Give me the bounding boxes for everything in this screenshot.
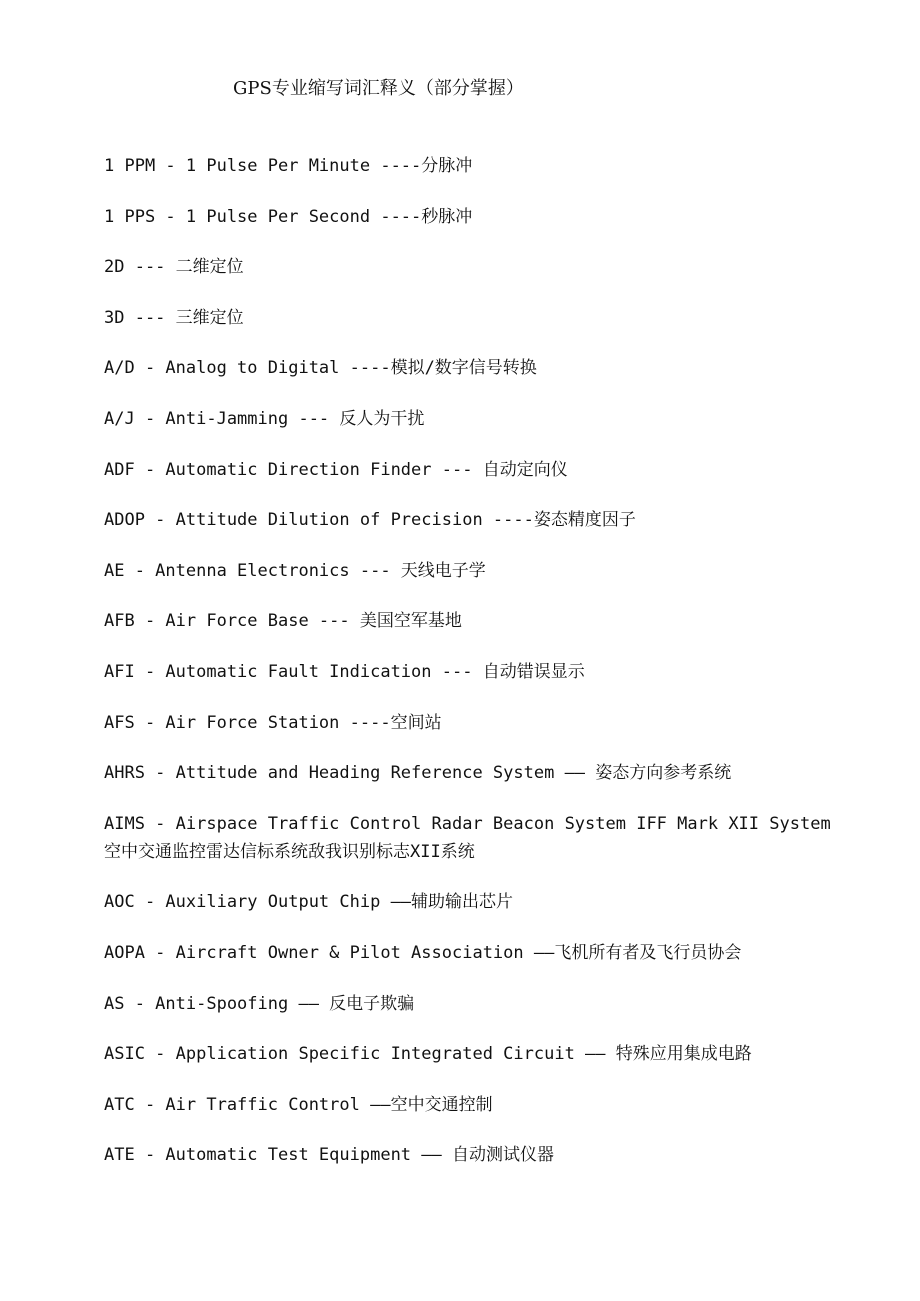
abbreviation-entry: AE - Antenna Electronics --- 天线电子学 — [104, 560, 486, 581]
abbreviation-entry: 3D --- 三维定位 — [104, 307, 244, 328]
abbreviation-entry-line: AIMS - Airspace Traffic Control Radar Beacon System IFF Mark XII System — [104, 813, 831, 834]
document-title: GPS专业缩写词汇释义（部分掌握） — [233, 78, 524, 99]
abbreviation-entry — [104, 810, 831, 866]
abbreviation-entry: ADF - Automatic Direction Finder --- 自动定向仪 — [104, 459, 568, 480]
abbreviation-entry: 2D --- 二维定位 — [104, 257, 244, 278]
abbreviation-entry: ATC - Air Traffic Control ——空中交通控制 — [104, 1094, 493, 1115]
abbreviation-entry: AOC - Auxiliary Output Chip ——辅助输出芯片 — [104, 892, 514, 913]
abbreviation-entry: AHRS - Attitude and Heading Reference System —— 姿态方向参考系统 — [104, 763, 732, 784]
abbreviation-list — [104, 152, 831, 1192]
abbreviation-entry: AOPA - Aircraft Owner & Pilot Association ——飞机所有者及飞行员协会 — [104, 942, 742, 963]
abbreviation-entry: AS - Anti-Spoofing —— 反电子欺骗 — [104, 993, 415, 1014]
abbreviation-entry: A/D - Analog to Digital ----模拟/数字信号转换 — [104, 358, 537, 379]
abbreviation-entry: 1 PPM - 1 Pulse Per Minute ----分脉冲 — [104, 156, 473, 176]
abbreviation-entry: 1 PPS - 1 Pulse Per Second ----秒脉冲 — [104, 206, 473, 227]
abbreviation-entry: ADOP - Attitude Dilution of Precision ----姿态精度因子 — [104, 510, 636, 531]
abbreviation-entry: ASIC - Application Specific Integrated Circuit —— 特殊应用集成电路 — [104, 1044, 752, 1065]
abbreviation-entry-line: 空中交通监控雷达信标系统敌我识别标志XII系统 — [104, 841, 475, 862]
abbreviation-entry: AFI - Automatic Fault Indication --- 自动错误显示 — [104, 661, 585, 682]
abbreviation-entry: AFS - Air Force Station ----空间站 — [104, 712, 442, 733]
abbreviation-entry: A/J - Anti-Jamming --- 反人为干扰 — [104, 408, 425, 429]
abbreviation-entry: AFB - Air Force Base --- 美国空军基地 — [104, 611, 462, 632]
abbreviation-entry: ATE - Automatic Test Equipment —— 自动测试仪器 — [104, 1145, 554, 1166]
